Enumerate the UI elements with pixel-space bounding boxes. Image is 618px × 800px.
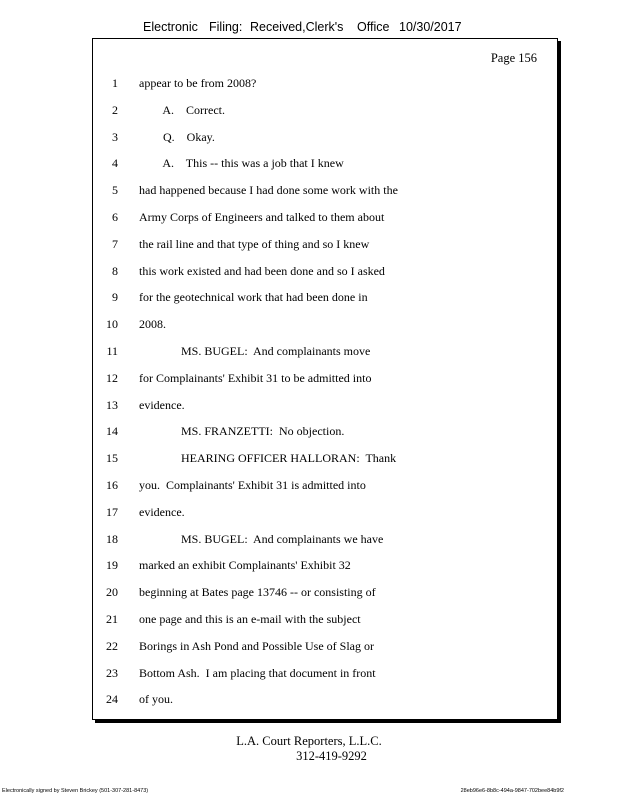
- transcript-line: [93, 237, 557, 255]
- line-number: 8: [112, 263, 118, 278]
- line-text: had happened because I had done some work with the: [139, 183, 398, 198]
- line-text: A. Correct.: [139, 102, 225, 117]
- line-number: 9: [112, 290, 118, 305]
- line-text: evidence.: [139, 504, 185, 519]
- filing-header-date: 10/30/2017: [399, 20, 462, 34]
- line-number: 2: [112, 102, 118, 117]
- line-text: MS. FRANZETTI: No objection.: [139, 424, 345, 439]
- transcript-line: [93, 505, 557, 523]
- transcript-line: [93, 666, 557, 684]
- line-text: this work existed and had been done and so I asked: [139, 263, 385, 278]
- document-hash: 28eb96e6-8b8c-494a-9847-702bee84b9f2: [460, 788, 564, 794]
- transcript-line: [93, 130, 557, 148]
- line-text: HEARING OFFICER HALLORAN: Thank: [139, 451, 397, 466]
- transcript-line: [93, 585, 557, 603]
- transcript-line: [93, 478, 557, 496]
- line-number: 23: [106, 665, 118, 680]
- transcript-line: [93, 558, 557, 576]
- footer-company: L.A. Court Reporters, L.L.C.: [236, 734, 382, 748]
- line-text: of you.: [139, 692, 173, 707]
- line-number: 6: [112, 210, 118, 224]
- line-text: one page and this is an e-mail with the subject: [139, 612, 361, 626]
- line-text: Army Corps of Engineers and talked to them about: [139, 210, 385, 224]
- line-text: marked an exhibit Complainants' Exhibit 32: [139, 558, 351, 573]
- line-number: 10: [106, 317, 118, 332]
- transcript-line: [93, 532, 557, 550]
- transcript-line: [93, 290, 557, 308]
- line-number: 21: [106, 612, 118, 626]
- transcript-line: [93, 210, 557, 228]
- electronic-signature: Electronically signed by Steven Brickey (501-307-281-8473): [2, 788, 149, 794]
- line-number: 5: [112, 183, 118, 198]
- line-number: 12: [106, 370, 118, 385]
- line-number: 11: [106, 344, 118, 358]
- transcript-line: [93, 156, 557, 174]
- line-number: 14: [106, 424, 118, 439]
- line-number: 22: [106, 638, 118, 653]
- transcript-line: [93, 639, 557, 657]
- line-text: A. This -- this was a job that I knew: [139, 156, 344, 171]
- line-text: the rail line and that type of thing and so I knew: [139, 236, 370, 251]
- transcript-line: [93, 371, 557, 389]
- line-text: evidence.: [139, 397, 185, 412]
- transcript-page: [92, 38, 558, 720]
- line-number: 19: [106, 558, 118, 573]
- line-text: 2008.: [139, 317, 166, 332]
- line-text: appear to be from 2008?: [139, 76, 257, 90]
- transcript-line: [93, 612, 557, 630]
- line-text: Bottom Ash. I am placing that document in front: [139, 665, 376, 680]
- footer-phone: 312-419-9292: [296, 749, 367, 763]
- line-number: 4: [112, 156, 118, 171]
- line-text: Borings in Ash Pond and Possible Use of Slag or: [139, 638, 375, 653]
- transcript-line: [93, 103, 557, 121]
- transcript-line: [93, 76, 557, 94]
- line-number: 24: [106, 692, 118, 707]
- line-number: 16: [106, 478, 118, 492]
- transcript-line: [93, 317, 557, 335]
- page-number: Page 156: [490, 51, 537, 65]
- transcript-line: [93, 424, 557, 442]
- line-text: for the geotechnical work that had been done in: [139, 290, 368, 305]
- transcript-line: [93, 451, 557, 469]
- line-text: Q. Okay.: [139, 129, 215, 144]
- line-number: 7: [112, 236, 118, 251]
- line-text: MS. BUGEL: And complainants we have: [139, 531, 384, 546]
- transcript-line: [93, 183, 557, 201]
- transcript-line: [93, 344, 557, 362]
- line-text: MS. BUGEL: And complainants move: [139, 344, 371, 358]
- line-text: beginning at Bates page 13746 -- or consisting of: [139, 585, 376, 600]
- line-number: 20: [106, 585, 118, 600]
- line-number: 3: [112, 129, 118, 144]
- transcript-line: [93, 692, 557, 710]
- transcript-line: [93, 264, 557, 282]
- footer: [0, 734, 618, 764]
- line-number: 1: [112, 76, 118, 90]
- line-text: for Complainants' Exhibit 31 to be admitted into: [139, 370, 372, 385]
- line-text: you. Complainants' Exhibit 31 is admitted into: [139, 478, 366, 492]
- filing-header-office: Office: [357, 20, 390, 34]
- line-number: 13: [106, 397, 118, 412]
- filing-header-filing: Filing:: [209, 20, 243, 34]
- line-number: 17: [106, 504, 118, 519]
- filing-header-electronic: Electronic: [143, 20, 198, 34]
- line-number: 18: [106, 531, 118, 546]
- transcript-line: [93, 398, 557, 416]
- filing-header-received: Received,Clerk's: [250, 20, 344, 34]
- line-number: 15: [106, 451, 118, 466]
